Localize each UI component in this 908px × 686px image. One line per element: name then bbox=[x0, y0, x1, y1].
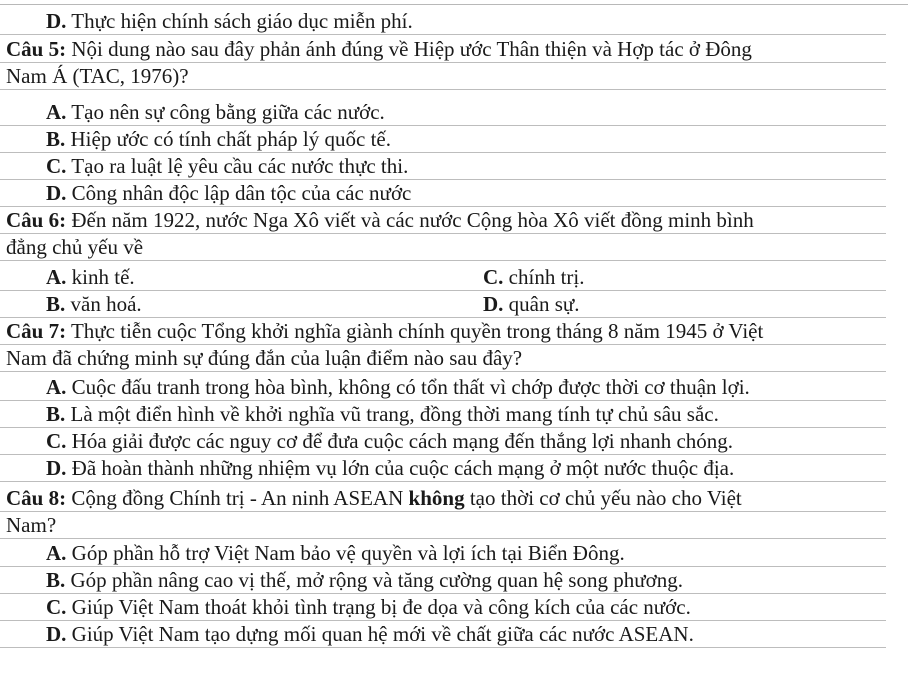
q4-option-d bbox=[0, 8, 886, 35]
q8-option-a bbox=[0, 540, 886, 567]
q5-stem-line1 bbox=[0, 36, 886, 63]
q6-stem-line1 bbox=[0, 207, 886, 234]
option-text: Hóa giải được các nguy cơ để đưa cuộc cách mạng đến thắng lợi nhanh chóng. bbox=[71, 429, 734, 453]
cut-top-text bbox=[46, 0, 437, 1]
option-text: Hiệp ước có tính chất pháp lý quốc tế. bbox=[70, 127, 391, 151]
option-label: D. bbox=[483, 292, 504, 316]
question-label: Câu 7: bbox=[6, 319, 67, 343]
option-label: C. bbox=[46, 429, 67, 453]
question-text: Nam Á (TAC, 1976)? bbox=[6, 64, 189, 88]
q6-stem-line2 bbox=[0, 234, 886, 261]
option-text: chính trị. bbox=[508, 265, 585, 289]
option-label: B. bbox=[46, 402, 66, 426]
option-text: Góp phần nâng cao vị thế, mở rộng và tăng cường quan hệ song phương. bbox=[70, 568, 683, 592]
question-text: tạo thời cơ chủ yếu nào cho Việt bbox=[464, 486, 742, 510]
option-label: C. bbox=[46, 595, 67, 619]
q7-option-a bbox=[0, 374, 886, 401]
q5-stem-line2 bbox=[0, 63, 886, 90]
q7-option-d bbox=[0, 455, 886, 482]
question-text: Cộng đồng Chính trị - An ninh ASEAN bbox=[71, 486, 409, 510]
question-label: Câu 6: bbox=[6, 208, 67, 232]
option-label: D. bbox=[46, 456, 67, 480]
option-label: A. bbox=[46, 375, 67, 399]
option-text: Tạo ra luật lệ yêu cầu các nước thực thi. bbox=[71, 154, 409, 178]
q5-option-b bbox=[0, 126, 886, 153]
q8-option-d bbox=[0, 621, 886, 648]
option-text: Thực hiện chính sách giáo dục miễn phí. bbox=[71, 9, 413, 33]
option-text: Giúp Việt Nam tạo dựng mối quan hệ mới về chất giữa các nước ASEAN. bbox=[71, 622, 694, 646]
q6-option-b bbox=[46, 291, 142, 317]
option-label: A. bbox=[46, 100, 67, 124]
q6-option-c bbox=[483, 264, 585, 290]
q6-option-a bbox=[46, 264, 135, 290]
question-text: Nội dung nào sau đây phản ánh đúng về Hiệp ước Thân thiện và Hợp tác ở Đông bbox=[71, 37, 752, 61]
option-label: B. bbox=[46, 127, 66, 151]
negation-emphasis: không bbox=[408, 486, 465, 510]
question-text: Thực tiễn cuộc Tổng khởi nghĩa giành chính quyền trong tháng 8 năm 1945 ở Việt bbox=[70, 319, 764, 343]
question-text: Đến năm 1922, nước Nga Xô viết và các nước Cộng hòa Xô viết đồng minh bình bbox=[71, 208, 754, 232]
option-text: Góp phần hỗ trợ Việt Nam bảo vệ quyền và lợi ích tại Biển Đông. bbox=[71, 541, 625, 565]
q6-options-row1 bbox=[0, 264, 886, 291]
option-label: A. bbox=[46, 541, 67, 565]
q7-stem-line1 bbox=[0, 318, 886, 345]
q5-option-a bbox=[0, 99, 886, 126]
question-label: Câu 8: bbox=[6, 486, 67, 510]
option-label: C. bbox=[483, 265, 504, 289]
cut-top-line bbox=[0, 0, 908, 5]
question-label: Câu 5: bbox=[6, 37, 67, 61]
option-label: D. bbox=[46, 622, 67, 646]
q5-option-c bbox=[0, 153, 886, 180]
q8-option-c bbox=[0, 594, 886, 621]
option-text: Tạo nên sự công bằng giữa các nước. bbox=[71, 100, 385, 124]
option-text: Giúp Việt Nam thoát khỏi tình trạng bị đe dọa và công kích của các nước. bbox=[71, 595, 691, 619]
question-text: Nam? bbox=[6, 513, 57, 537]
question-text: đẳng chủ yếu về bbox=[6, 235, 144, 259]
q6-options-row2 bbox=[0, 291, 886, 318]
option-text: kinh tế. bbox=[71, 265, 135, 289]
q8-stem-line1 bbox=[0, 485, 886, 512]
q6-option-d bbox=[483, 291, 580, 317]
option-label: D. bbox=[46, 9, 67, 33]
option-label: B. bbox=[46, 568, 66, 592]
q7-stem-line2 bbox=[0, 345, 886, 372]
q7-option-b bbox=[0, 401, 886, 428]
option-text: Đã hoàn thành những nhiệm vụ lớn của cuộc cách mạng ở một nước thuộc địa. bbox=[71, 456, 735, 480]
option-label: B. bbox=[46, 292, 66, 316]
question-text: Nam đã chứng minh sự đúng đắn của luận điểm nào sau đây? bbox=[6, 346, 523, 370]
option-label: D. bbox=[46, 181, 67, 205]
q7-option-c bbox=[0, 428, 886, 455]
option-text: Cuộc đấu tranh trong hòa bình, không có tổn thất vì chớp được thời cơ thuận lợi. bbox=[71, 375, 750, 399]
q8-stem-line2 bbox=[0, 512, 886, 539]
option-label: C. bbox=[46, 154, 67, 178]
option-label: A. bbox=[46, 265, 67, 289]
q8-option-b bbox=[0, 567, 886, 594]
q5-option-d bbox=[0, 180, 886, 207]
option-text: văn hoá. bbox=[70, 292, 142, 316]
option-text: quân sự. bbox=[508, 292, 580, 316]
option-text: Là một điển hình về khởi nghĩa vũ trang, đồng thời mang tính tự chủ sâu sắc. bbox=[70, 402, 719, 426]
option-text: Công nhân độc lập dân tộc của các nước bbox=[71, 181, 412, 205]
